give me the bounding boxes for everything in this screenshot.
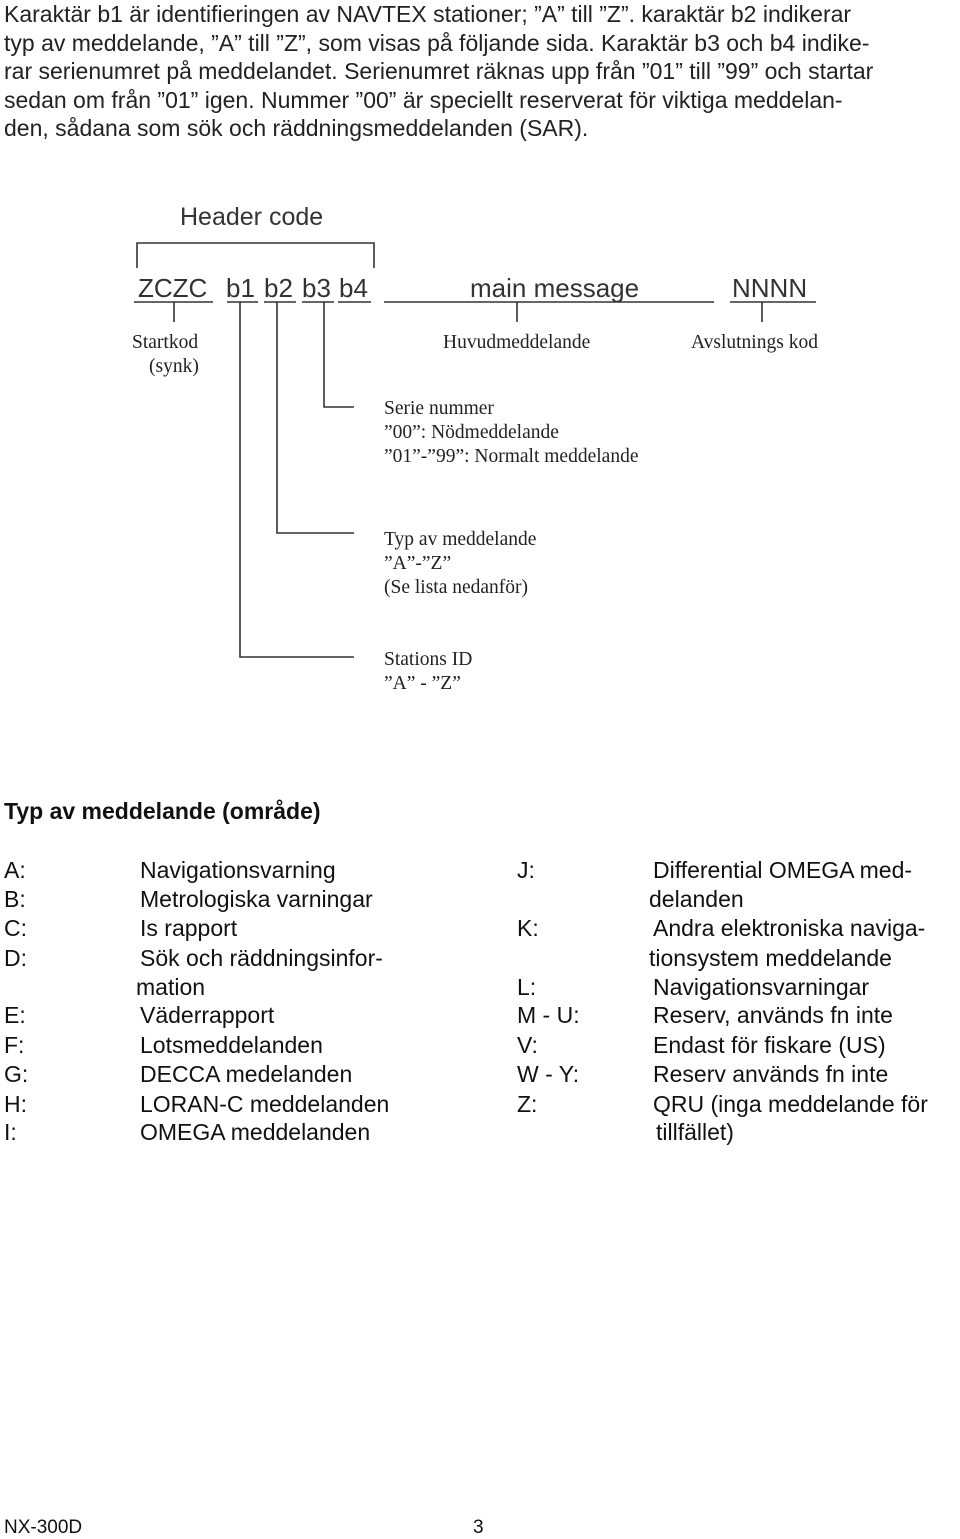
header-diagram-lines: [0, 0, 960, 760]
serie-nummer-caption: [384, 397, 638, 469]
intro-line: Karaktär b1 är identifieringen av NAVTEX stationer; ”A” till ”Z”. karaktär b2 indikerar: [4, 1, 852, 27]
serie-00: ”00”: Nödmeddelande: [384, 422, 559, 443]
serie-01-99: ”01”-”99”: Normalt meddelande: [384, 446, 639, 467]
typ-range: ”A”-”Z”: [384, 553, 452, 574]
list-value: Reserv, används fn inte: [653, 1002, 893, 1028]
serie-connector: [324, 302, 354, 407]
list-key: W - Y:: [517, 1061, 580, 1087]
list-key: H:: [4, 1091, 27, 1117]
list-key: L:: [517, 974, 537, 1000]
station-range: ”A” - ”Z”: [384, 673, 461, 694]
list-value: Väderrapport: [140, 1002, 275, 1028]
list-value: QRU (inga meddelande för: [653, 1091, 928, 1117]
list-value: mation: [136, 974, 206, 1000]
synk-line: (synk): [149, 356, 199, 377]
station-title: Stations ID: [384, 649, 473, 670]
huvudmeddelande-caption: Huvudmeddelande: [443, 332, 591, 353]
typ-title: Typ av meddelande: [384, 529, 537, 550]
list-value: Reserv används fn inte: [653, 1061, 889, 1087]
list-value: tionsystem meddelande: [649, 945, 892, 971]
list-value: LORAN-C meddelanden: [140, 1091, 390, 1117]
serie-title: Serie nummer: [384, 398, 494, 419]
code-main-message: main message: [470, 273, 640, 303]
list-value: Navigationsvarningar: [653, 974, 870, 1000]
list-key: V:: [517, 1032, 538, 1058]
code-b1: b1: [226, 273, 255, 303]
list-value: DECCA medelanden: [140, 1061, 353, 1087]
intro-line: rar serienumret på meddelandet. Serienumret räknas upp från ”01” till ”99” och startar: [4, 58, 874, 85]
list-key: Z:: [517, 1091, 538, 1117]
list-value: Metrologiska varningar: [140, 886, 373, 912]
list-value: Endast för fiskare (US): [653, 1032, 886, 1058]
footer-page-number: 3: [473, 1517, 484, 1538]
startkod-line: Startkod: [132, 332, 199, 353]
list-key: J:: [517, 857, 535, 883]
station-caption: [384, 648, 472, 696]
station-connector: [240, 302, 354, 657]
list-key: M - U:: [517, 1002, 580, 1028]
startkod-caption: [132, 331, 199, 379]
list-value: OMEGA meddelanden: [140, 1119, 371, 1145]
list-value: tillfället): [656, 1119, 734, 1145]
intro-line: sedan om från ”01” igen. Nummer ”00” är speciellt reserverat för viktiga meddelan-: [4, 86, 843, 113]
header-bracket: [137, 243, 374, 268]
list-key: D:: [4, 945, 27, 971]
list-key: I:: [4, 1119, 17, 1145]
list-value: Is rapport: [140, 915, 238, 941]
list-key: F:: [4, 1032, 25, 1058]
list-value: Andra elektroniska naviga-: [653, 915, 926, 941]
typ-connector: [277, 302, 354, 533]
avslutningskod-caption: Avslutnings kod: [691, 332, 818, 353]
list-value: Sök och räddningsinfor-: [140, 945, 383, 971]
code-b2: b2: [264, 273, 293, 303]
list-key: G:: [4, 1061, 29, 1087]
typ-note: (Se lista nedanför): [384, 577, 529, 598]
list-value: Differential OMEGA med-: [653, 857, 913, 883]
code-b3: b3: [302, 273, 331, 303]
list-key: E:: [4, 1002, 26, 1028]
typ-caption: [384, 528, 536, 600]
list-value: delanden: [649, 886, 744, 912]
footer-model: NX-300D: [4, 1517, 83, 1538]
list-value: Navigationsvarning: [140, 857, 336, 883]
code-zczc: ZCZC: [138, 273, 208, 303]
code-b4: b4: [339, 273, 368, 303]
list-key: C:: [4, 915, 27, 941]
list-key: B:: [4, 886, 26, 912]
code-nnnn: NNNN: [732, 273, 808, 303]
intro-line: den, sådana som sök och räddningsmeddelanden (SAR).: [4, 115, 589, 142]
intro-line: typ av meddelande, ”A” till ”Z”, som visas på följande sida. Karaktär b3 och b4 indike-: [4, 29, 870, 56]
list-value: Lotsmeddelanden: [140, 1032, 323, 1058]
list-key: A:: [4, 857, 26, 883]
section-title: Typ av meddelande (område): [4, 798, 321, 824]
header-code-label: Header code: [180, 203, 324, 231]
list-key: K:: [517, 915, 539, 941]
